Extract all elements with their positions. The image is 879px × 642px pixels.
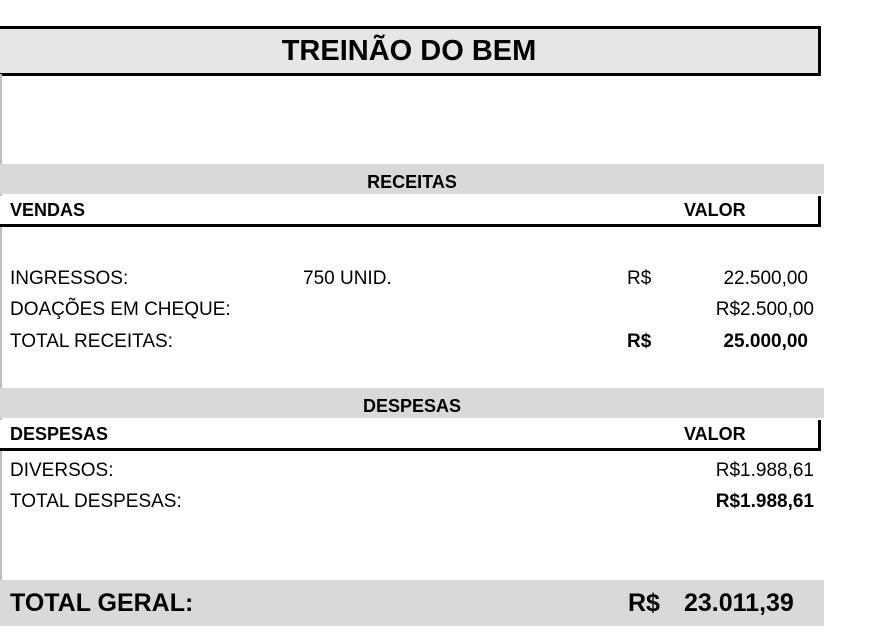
total-receitas-row [0,331,824,361]
total-geral-value: 23.011,39 [684,589,794,617]
vendas-header: VENDAS [10,200,86,220]
receitas-section-title: RECEITAS [367,172,457,192]
despesas-section-title: DESPESAS [362,396,462,416]
doacoes-row [0,299,824,329]
valor-header: VALOR [684,200,746,220]
total-geral-label: TOTAL GERAL: [10,589,194,617]
receitas-section-header [0,164,824,194]
total-receitas-value: 25.000,00 [723,331,808,352]
total-receitas-label: TOTAL RECEITAS: [10,331,173,352]
total-receitas-currency: R$ [627,331,652,352]
ingressos-currency: R$ [627,268,652,289]
ingressos-value: 22.500,00 [723,268,808,289]
total-geral-bar [0,580,824,626]
ingressos-row [0,268,824,298]
total-despesas-value: R$1.988,61 [715,491,814,512]
total-despesas-row [0,491,824,521]
total-geral-currency: R$ [628,589,660,617]
despesas-section-header [0,388,824,418]
title-bar [0,26,821,76]
despesas-valor-header: VALOR [684,424,746,444]
doacoes-value: R$2.500,00 [715,299,814,320]
diversos-value: R$1.988,61 [715,460,814,481]
doacoes-label: DOAÇÕES EM CHEQUE: [10,299,231,320]
receitas-column-header [0,196,821,227]
despesas-column-header [0,420,821,451]
diversos-label: DIVERSOS: [10,460,114,481]
total-despesas-label: TOTAL DESPESAS: [10,491,182,512]
page-title: TREINÃO DO BEM [281,34,537,67]
ingressos-qty: 750 UNID. [303,268,392,289]
despesas-header: DESPESAS [10,424,109,444]
diversos-row [0,460,824,490]
ingressos-label: INGRESSOS: [10,268,129,289]
